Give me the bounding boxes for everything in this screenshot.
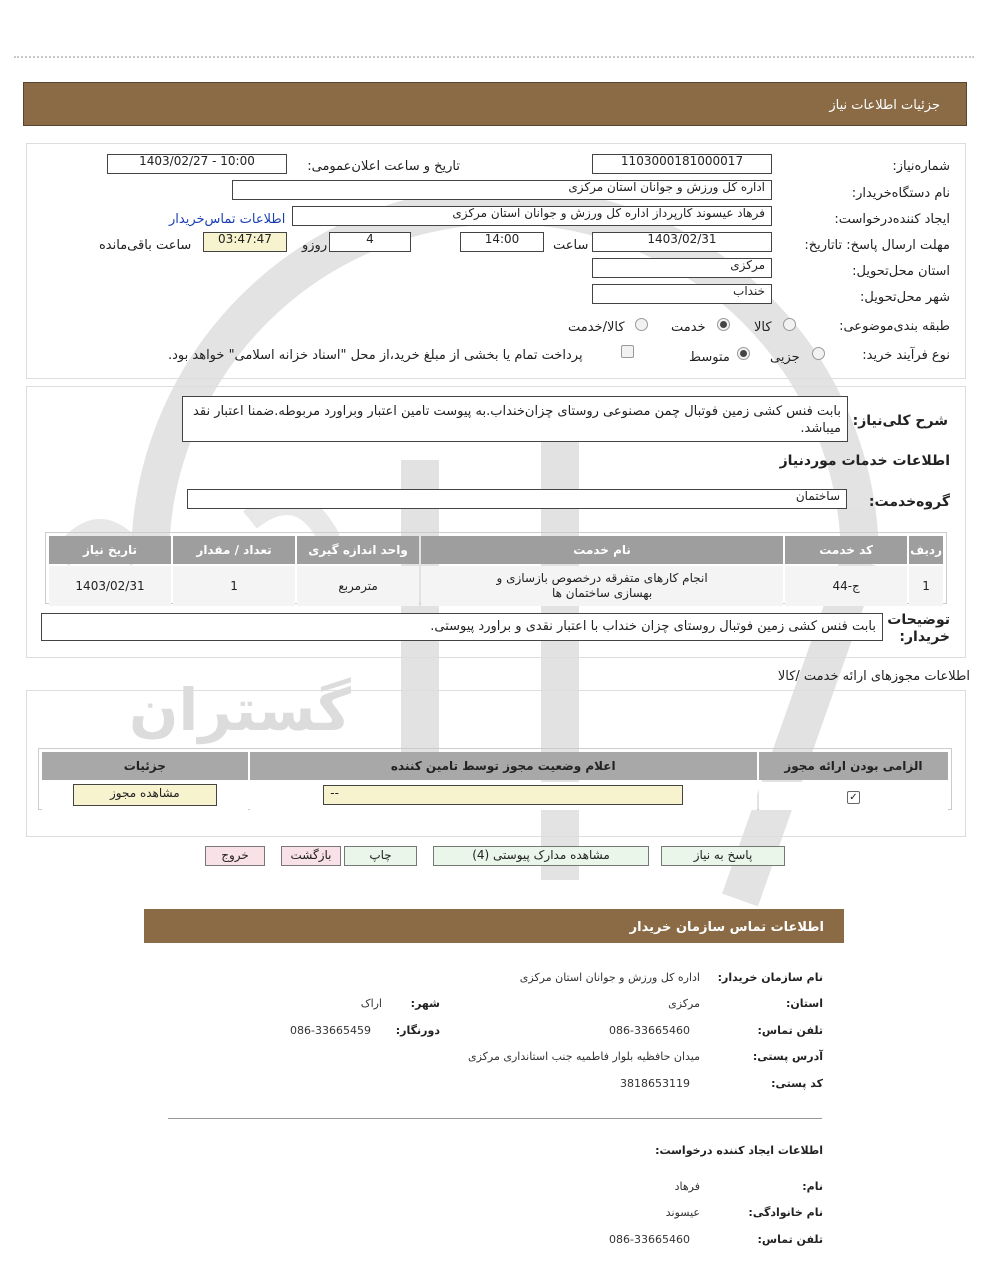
- page-title: جزئیات اطلاعات نیاز: [829, 98, 940, 113]
- permits-table-header: [42, 752, 948, 780]
- creator-last-name-value: عیسوند: [665, 1206, 700, 1219]
- cell-row: 1: [909, 566, 943, 606]
- contact-phone-label: تلفن تماس:: [757, 1024, 823, 1037]
- col-required: الزامی بودن ارائه مجوز: [759, 752, 948, 780]
- category-option-service: خدمت: [671, 320, 706, 335]
- top-divider: [14, 56, 974, 58]
- col-code: کد خدمت: [785, 536, 907, 564]
- category-option-goods: کالا: [754, 320, 772, 335]
- cell-qty: 1: [173, 566, 295, 606]
- deadline-label: مهلت ارسال پاسخ: تاتاریخ:: [804, 238, 950, 253]
- creator-phone-value: 086-33665460: [609, 1233, 690, 1246]
- service-group-field: ساختمان: [187, 489, 847, 509]
- cell-code: ج-44: [785, 566, 907, 606]
- need-info-panel: [26, 143, 966, 379]
- page-header: [23, 82, 967, 126]
- buyer-org-field: اداره کل ورزش و جوانان استان مرکزی: [232, 180, 772, 200]
- permits-heading: اطلاعات مجوزهای ارائه خدمت /کالا: [777, 669, 970, 684]
- payment-note: پرداخت تمام یا بخشی از مبلغ خرید،از محل "اسناد خزانه اسلامی" خواهد بود.: [168, 348, 583, 363]
- services-table: [47, 534, 945, 608]
- days-field: 4: [329, 232, 411, 252]
- need-number-label: شماره‌نیاز:: [892, 159, 950, 174]
- col-details: جزئیات: [42, 752, 248, 780]
- buyer-org-label: نام دستگاه‌خریدار:: [851, 186, 950, 201]
- table-row: [49, 566, 943, 606]
- creator-first-name-value: فرهاد: [674, 1180, 700, 1193]
- contact-phone-value: 086-33665460: [609, 1024, 690, 1037]
- required-checkbox[interactable]: ✓: [847, 791, 860, 804]
- deadline-date-field: 1403/02/31: [592, 232, 772, 252]
- announce-field: 1403/02/27 - 10:00: [107, 154, 287, 174]
- cell-unit: مترمربع: [297, 566, 419, 606]
- province-field: مرکزی: [592, 258, 772, 278]
- respond-button[interactable]: پاسخ به نیاز: [661, 846, 785, 866]
- col-unit: واحد اندازه گیری: [297, 536, 419, 564]
- contact-header: [144, 909, 844, 943]
- contact-divider: [168, 1118, 822, 1119]
- back-button[interactable]: بازگشت: [281, 846, 341, 866]
- service-group-label: گروه‌خدمت:: [868, 494, 950, 510]
- buyer-contact-link[interactable]: اطلاعات تماس‌خریدار: [169, 212, 286, 227]
- col-date: تاریخ نیاز: [49, 536, 171, 564]
- permits-table: [40, 750, 950, 812]
- cell-details: [42, 782, 248, 810]
- summary-text: بابت فنس کشی زمین فوتبال چمن مصنوعی روستای چزان‌خنداب.به پیوست تامین اعتبار وبراورد مربوطه.ضمنا اعتبار نقد میباشد.: [193, 404, 841, 436]
- contact-address-label: آدرس پستی:: [752, 1050, 823, 1063]
- col-name: نام خدمت: [421, 536, 783, 564]
- contact-province-value: مرکزی: [668, 997, 700, 1010]
- view-documents-button[interactable]: مشاهده مدارک پیوستی (4): [433, 846, 649, 866]
- announce-label: تاریخ و ساعت اعلان‌عمومی:: [307, 159, 460, 174]
- contact-address-value: میدان حافظیه بلوار فاطمیه جنب استانداری مرکزی: [468, 1050, 700, 1063]
- cell-required: [759, 782, 948, 810]
- contact-province-label: استان:: [786, 997, 823, 1010]
- category-option-both: کالا/خدمت: [568, 320, 625, 335]
- process-option-medium: متوسط: [689, 350, 730, 365]
- contact-postal-value: 3818653119: [620, 1077, 690, 1090]
- treasury-checkbox[interactable]: [621, 345, 634, 358]
- need-number-field: 1103000181000017: [592, 154, 772, 174]
- category-radio-service[interactable]: [717, 318, 730, 331]
- contact-org-value: اداره کل ورزش و جوانان استان مرکزی: [519, 971, 700, 984]
- cell-status: [250, 782, 757, 810]
- contact-postal-label: کد پستی:: [771, 1077, 823, 1090]
- summary-field: [182, 396, 848, 442]
- services-table-header: [49, 536, 943, 564]
- cell-date: 1403/02/31: [49, 566, 171, 606]
- contact-fax-label: دورنگار:: [395, 1024, 440, 1037]
- creator-phone-label: تلفن تماس:: [757, 1233, 823, 1246]
- summary-label: شرح کلی‌نیاز:: [852, 413, 948, 429]
- col-status: اعلام وضعیت مجوز توسط تامین کننده: [250, 752, 757, 780]
- creator-last-name-label: نام خانوادگی:: [748, 1206, 823, 1219]
- deadline-time-field: 14:00: [460, 232, 544, 252]
- process-option-minor: جزیی: [770, 350, 800, 365]
- contact-fax-value: 086-33665459: [290, 1024, 371, 1037]
- creator-heading: اطلاعات ایجاد کننده درخواست:: [655, 1144, 823, 1157]
- remaining-time-field: 03:47:47: [203, 232, 287, 252]
- contact-title: اطلاعات تماس سازمان خریدار: [629, 920, 824, 935]
- remaining-label: ساعت باقی‌مانده: [99, 238, 192, 253]
- buyer-notes-field: بابت فنس کشی زمین فوتبال روستای چزان خنداب با اعتبار نقدی و براورد پیوستی.: [41, 613, 883, 641]
- city-label: شهر محل‌تحویل:: [860, 290, 950, 305]
- creator-field: فرهاد عیسوند کارپرداز اداره کل ورزش و جوانان استان مرکزی: [292, 206, 772, 226]
- cell-name: انجام کارهای متفرقه درخصوص بازسازی و بهسازی ساختمان ها: [421, 566, 783, 606]
- process-radio-minor[interactable]: [812, 347, 825, 360]
- col-row: ردیف: [909, 536, 943, 564]
- contact-org-label: نام سازمان خریدار:: [717, 971, 823, 984]
- city-field: خنداب: [592, 284, 772, 304]
- watermark-text: گستران: [129, 676, 351, 744]
- col-qty: تعداد / مقدار: [173, 536, 295, 564]
- process-radio-medium[interactable]: [737, 347, 750, 360]
- contact-city-value: اراک: [360, 997, 382, 1010]
- print-button[interactable]: چاپ: [344, 846, 417, 866]
- creator-first-name-label: نام:: [802, 1180, 823, 1193]
- exit-button[interactable]: خروج: [205, 846, 265, 866]
- category-label: طبقه بندی‌موضوعی:: [839, 319, 950, 334]
- days-label: روزو: [302, 238, 328, 253]
- buyer-notes-label: توضیحات خریدار:: [887, 612, 950, 645]
- deadline-time-label: ساعت: [553, 238, 589, 253]
- table-row: [42, 782, 948, 810]
- process-label: نوع فرآیند خرید:: [862, 348, 950, 363]
- permit-status-field: --: [323, 785, 683, 805]
- creator-label: ایجاد کننده‌درخواست:: [834, 212, 950, 227]
- view-permit-button[interactable]: مشاهده مجوز: [73, 784, 217, 806]
- category-radio-both[interactable]: [635, 318, 648, 331]
- contact-city-label: شهر:: [410, 997, 440, 1010]
- category-radio-goods[interactable]: [783, 318, 796, 331]
- services-heading: اطلاعات خدمات مورد‌نیاز: [779, 453, 950, 469]
- province-label: استان محل‌تحویل:: [852, 264, 950, 279]
